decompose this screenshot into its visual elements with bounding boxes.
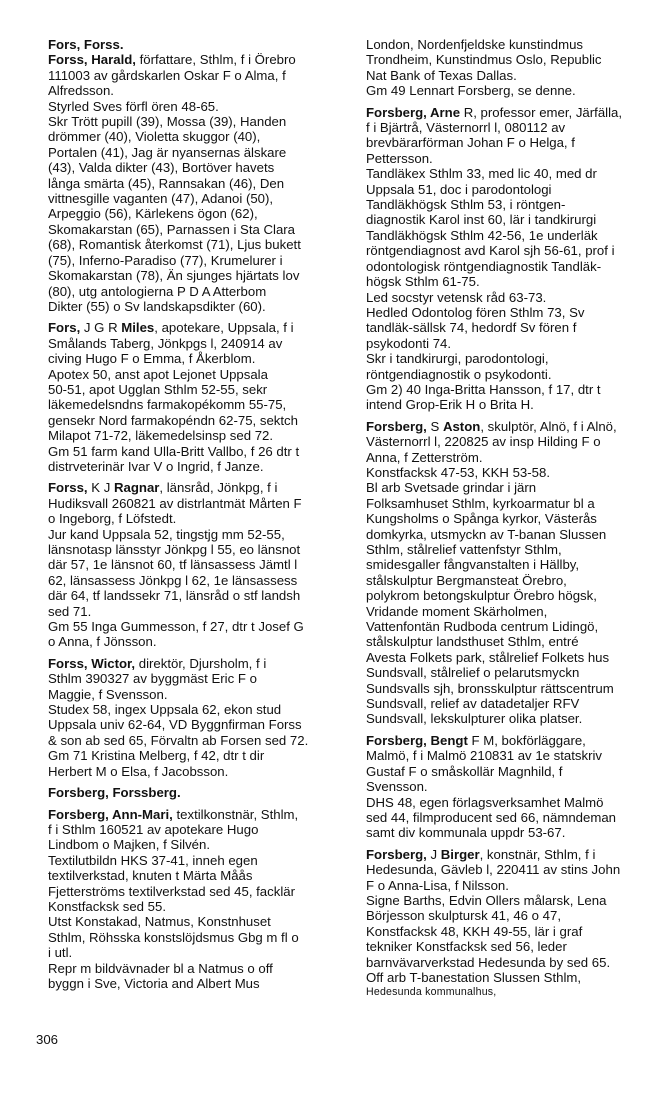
entry-name: Forsberg, <box>366 418 427 434</box>
entry-line <box>48 914 344 929</box>
entry-forsberg-bengt <box>366 733 666 841</box>
entry-text: 111003 av gårdskarlen Oskar F o Alma, f <box>48 67 286 83</box>
entry-line <box>48 945 344 960</box>
entry-text: Gm 55 Inga Gummesson, f 27, dtr t Josef G <box>48 619 304 635</box>
entry-text: smidesgaller fångvanstalten i Hällby, <box>366 557 580 573</box>
entry-text: Skomakarstan (65), Parnassen i Sta Clara <box>48 221 296 237</box>
entry-text: Bl arb Svetsade grindar i järn <box>366 480 537 496</box>
entry-text: länsnotasp länsstyr Jönkpg l 55, eo länsnot <box>48 542 301 557</box>
entry-text: Sundsvall, relief av datadetaljer RFV <box>366 696 580 712</box>
entry-text: stålskulptur landsthuset Sthlm, entré <box>366 634 579 650</box>
entry-line <box>366 665 666 680</box>
entry-text: Nat Bank of Texas Dallas. <box>366 67 517 83</box>
entry-line <box>48 222 344 237</box>
entry-line <box>366 650 666 665</box>
entry-text: Sthlm 390327 av byggmäst Eric F o <box>48 671 257 687</box>
entry-line <box>48 822 344 837</box>
entry-text: textilkonstnär, Sthlm, <box>172 806 299 822</box>
entry-text: direktör, Djursholm, f i <box>135 655 267 671</box>
entry-text: Maggie, f Svensson. <box>48 686 168 702</box>
entry-line <box>366 748 666 763</box>
entry-text: polykrom betongskulptur Örebro högsk, <box>366 588 597 604</box>
entry-body <box>48 496 344 650</box>
entry-text: Led socstyr vetensk råd 63-73. <box>366 289 547 305</box>
entry-line <box>48 428 344 443</box>
entry-line <box>366 496 666 511</box>
entry-line <box>48 191 344 206</box>
entry-text: DHS 48, egen förlagsverksamhet Malmö <box>366 794 604 810</box>
entry-fors-miles <box>48 320 344 474</box>
entry-text: Uppsala 51, doc i parodontologi <box>366 181 552 197</box>
entry-text: Västernorrl l, 220825 av insp Hilding F o <box>366 434 601 450</box>
entry-text: Gm 51 farm kand Ulla-Britt Vallbo, f 26 dtr t <box>48 443 300 459</box>
entry-text: psykodonti 74. <box>366 335 452 351</box>
entry-text: F M, bokförläggare, <box>467 732 586 748</box>
entry-text: Gm 71 Kristina Melberg, f 42, dtr t dir <box>48 748 265 764</box>
entry-line <box>366 619 666 634</box>
entry-text: Lindbom o Majken, f Silvén. <box>48 837 210 853</box>
entry-text: Studex 58, ingex Uppsala 62, ekon stud <box>48 702 282 718</box>
entry-line <box>48 733 344 748</box>
entry-text: Herbert M o Elsa, f Jacobsson. <box>48 763 229 779</box>
entry-text: där 64, tf landssekr 71, länsråd o stf landsh <box>48 588 301 604</box>
entry-line <box>366 970 666 985</box>
entry-line <box>48 837 344 852</box>
entry-line <box>48 511 344 526</box>
entry-line <box>48 496 344 511</box>
entry-text: Repr m bildvävnader bl a Natmus o off <box>48 960 273 976</box>
entry-line <box>48 160 344 175</box>
entry-line <box>366 197 666 212</box>
entry-line <box>366 434 666 449</box>
entry-text: Trondheim, Kunstindmus Oslo, Republic <box>366 52 602 68</box>
entry-line <box>366 711 666 726</box>
entry-body <box>366 434 666 727</box>
entry-text: Anna, f Zetterström. <box>366 449 483 465</box>
entry-line <box>366 634 666 649</box>
entry-text: brevbärarförman Johan F o Helga, f <box>366 135 575 151</box>
entry-text: Hedesunda, Gävleb l, 220411 av stins John <box>366 862 621 878</box>
entry-line <box>48 961 344 976</box>
entry-text: Hedled Odontolog fören Sthlm 73, Sv <box>366 304 585 320</box>
entry-text: Uppsala univ 62-64, VD Byggnfirman Forss <box>48 717 302 733</box>
entry-text: intend Grop-Erik H o Brita H. <box>366 397 534 413</box>
entry-text: Tandläkex Sthlm 33, med lic 40, med dr <box>366 166 597 182</box>
entry-text: Smålands Taberg, Jönkpgs l, 240914 av <box>48 335 283 351</box>
entry-line <box>366 228 666 243</box>
entry-text: Tandläkhögsk Sthlm 53, i röntgen- <box>366 197 566 213</box>
entry-text: Vattenfontän Rudboda centrum Lidingö, <box>366 619 599 635</box>
entry-text: Textilutbildn HKS 37-41, inneh egen <box>48 852 258 868</box>
entry-name: Forsberg, Ann-Mari, <box>48 806 173 822</box>
entry-line <box>366 37 666 52</box>
entry-name: Forsberg, Arne <box>366 104 461 120</box>
entry-line <box>366 212 666 227</box>
entry-text: Avesta Folkets park, stålrelief Folkets hus <box>366 649 610 665</box>
entry-line <box>366 825 666 840</box>
entry-text: Svensson. <box>366 779 428 795</box>
entry-line <box>366 696 666 711</box>
entry-line <box>48 459 344 474</box>
entry-text: , konstnär, Sthlm, f i <box>479 846 596 862</box>
entry-line <box>48 99 344 114</box>
entry-line <box>366 908 666 923</box>
entry-text: Gm 2) 40 Inga-Britta Hansson, f 17, dtr t <box>366 381 601 397</box>
entry-line <box>366 795 666 810</box>
entry-line <box>366 924 666 939</box>
entry-text: distrveterinär Ivar V o Ingrid, f Janze. <box>48 458 264 474</box>
entry-line <box>366 542 666 557</box>
entry-text: Sthlm, Röhsska konstslöjdsmus Gbg m fl o <box>48 929 299 945</box>
entry-text: Milapot 71-72, läkemedelsinsp sed 72. <box>48 428 274 444</box>
entry-line <box>366 397 666 412</box>
entry-name-bold: Birger <box>440 846 480 862</box>
entry-text: högsk Sthlm 61-75. <box>366 274 480 290</box>
entry-text: 50-51, apot Ugglan Sthlm 52-55, sekr <box>48 381 268 397</box>
entry-text: Malmö, f i Malmö 210831 av 1e statskriv <box>366 748 603 764</box>
entry-text: f i Sthlm 160521 av apotekare Hugo <box>48 821 259 837</box>
entry-text: Apotex 50, anst apot Lejonet Uppsala <box>48 366 268 382</box>
entry-text: (68), Romantisk återkomst (71), Ljus bukett <box>48 237 301 253</box>
entry-line <box>48 52 344 67</box>
entry-line <box>366 764 666 779</box>
entry-text: Konstfacksk sed 55. <box>48 898 167 914</box>
entry-line <box>48 899 344 914</box>
entry-line <box>48 702 344 717</box>
entry-line <box>48 206 344 221</box>
entry-name-bold: Miles <box>121 320 155 336</box>
entry-line <box>48 671 344 686</box>
entry-line <box>48 619 344 634</box>
entry-text: , skulptör, Alnö, f i Alnö, <box>480 418 617 434</box>
entry-line <box>366 527 666 542</box>
entry-body <box>366 862 666 985</box>
entry-text: Gm 49 Lennart Forsberg, se denne. <box>366 83 576 99</box>
entry-line <box>366 573 666 588</box>
entry-text: (43), Valda dikter (43), Bortöver havets <box>48 160 275 176</box>
section-heading-fors: Fors, Forss. <box>48 37 124 52</box>
entry-forss-ragnar <box>48 480 344 649</box>
entry-line <box>366 274 666 289</box>
entry-line <box>48 299 344 314</box>
entry-text: f i Bjärtrå, Västernorrl l, 080112 av <box>366 120 566 136</box>
entry-text: Tandläkhögsk Sthlm 42-56, 1e underläk <box>366 227 598 243</box>
entry-line <box>366 83 666 98</box>
entry-line <box>48 527 344 542</box>
entry-line <box>48 268 344 283</box>
entry-text: 62, länsassess Jönkpg l 62, 1e länsassess <box>48 572 298 588</box>
entry-text: Sundsvalls sjh, bronsskulptur rättscentrum <box>366 680 614 696</box>
entry-text: & son ab sed 65, Förvaltn ab Forsen sed 72. <box>48 732 309 748</box>
entry-line <box>366 419 666 434</box>
entry-body <box>48 336 344 475</box>
entry-line <box>366 511 666 526</box>
entry-text: Hudiksvall 260821 av distrlantmät Mårten F <box>48 495 302 511</box>
entry-line <box>48 351 344 366</box>
section-heading-forsberg: Forsberg, Forssberg. <box>48 785 181 801</box>
trailing-line: Hedesunda kommunalhus, <box>366 986 497 999</box>
entry-forsberg-birger <box>366 847 666 1001</box>
entry-name: Forsberg, Bengt <box>366 732 468 748</box>
entry-text: författare, Sthlm, f i Örebro <box>135 52 296 68</box>
entry-text: Skomakarstan (78), Än sjunges hjärtats lov <box>48 268 300 284</box>
entry-forss-wictor <box>48 656 344 779</box>
entry-text: Gustaf F o småskollär Magnhild, f <box>366 763 563 779</box>
entry-line <box>48 807 344 822</box>
entry-name: Fors, <box>48 320 81 336</box>
entry-text: där 57, 1e länsnot 60, tf länsassess Jämtl l <box>48 557 298 573</box>
entry-line <box>366 135 666 150</box>
entry-name: Forss, <box>48 480 88 496</box>
entry-continuation-ann-mari <box>366 37 666 99</box>
entry-line <box>366 305 666 320</box>
entry-line <box>48 884 344 899</box>
entry-text: J <box>426 846 441 862</box>
entry-text: långa smärta (45), Rannsakan (46), Den <box>48 175 285 191</box>
entry-line <box>48 68 344 83</box>
entry-text: Börjesson skulptursk 41, 46 o 47, <box>366 908 561 924</box>
entry-text: , länsråd, Jönkpg, f i <box>159 480 278 496</box>
entry-text: Dikter (55) o Sv landskapsdikter (60). <box>48 298 266 314</box>
entry-text: röntgendiagnostik o psykodonti. <box>366 366 552 382</box>
entry-text: drömmer (40), Violetta skuggor (40), <box>48 129 261 145</box>
entry-text: Konstfacksk 48, KKH 49-55, lär i graf <box>366 923 583 939</box>
entry-line <box>48 748 344 763</box>
entry-text: Skr Trött pupill (39), Mossa (39), Handen <box>48 114 287 130</box>
entry-line <box>366 862 666 877</box>
entry-line <box>366 893 666 908</box>
entry-text: barnvävarverkstad Hedesunda by sed 65. <box>366 954 611 970</box>
entry-line <box>48 320 344 335</box>
entry-text: byggn i Sve, Victoria and Albert Mus <box>48 975 260 991</box>
entry-line <box>366 465 666 480</box>
entry-line <box>48 573 344 588</box>
entry-text: i utl. <box>48 945 73 961</box>
entry-line <box>366 259 666 274</box>
entry-line <box>366 105 666 120</box>
entry-line <box>48 764 344 779</box>
entry-line <box>48 687 344 702</box>
entry-line <box>48 129 344 144</box>
entry-text: gensekr Nord farmakopéndn 62-75, sektch <box>48 412 298 428</box>
entry-line <box>48 367 344 382</box>
entry-text: civing Hugo F o Emma, f Åkerblom. <box>48 351 256 367</box>
entry-line <box>366 243 666 258</box>
entry-text: Arpeggio (56), Kärlekens ögon (62), <box>48 206 258 222</box>
entry-line <box>366 52 666 67</box>
entry-line <box>366 182 666 197</box>
entry-forss-harald <box>48 52 344 314</box>
entry-text: Signe Barths, Edvin Ollers målarsk, Lena <box>366 892 607 908</box>
entry-line <box>366 367 666 382</box>
entry-text: J G R <box>80 320 122 336</box>
entry-line <box>366 604 666 619</box>
entry-line <box>366 733 666 748</box>
entry-text: o Ingeborg, f Löfstedt. <box>48 511 177 527</box>
entry-line <box>48 145 344 160</box>
entry-text: stålskulptur Bergmansteat Örebro, <box>366 572 567 588</box>
entry-text: samt div kommunala uppdr 53-67. <box>366 825 566 841</box>
entry-line <box>366 351 666 366</box>
entry-line <box>48 382 344 397</box>
entry-name: Forsberg, <box>366 846 427 862</box>
entry-text: Sundsvall, stålrelief o pelarutsmyckn <box>366 665 580 681</box>
entry-line <box>48 284 344 299</box>
entry-line <box>366 68 666 83</box>
entry-line <box>48 237 344 252</box>
entry-line <box>366 588 666 603</box>
entry-text: , apotekare, Uppsala, f i <box>154 320 294 336</box>
entry-line <box>48 253 344 268</box>
entry-line <box>48 176 344 191</box>
entry-line <box>366 557 666 572</box>
entry-text: Portalen (41), Jag är nyansernas älskare <box>48 144 287 160</box>
entry-line <box>48 976 344 991</box>
entry-line <box>48 413 344 428</box>
entry-text: London, Nordenfjeldske kunstindmus <box>366 37 583 52</box>
entry-line <box>366 939 666 954</box>
entry-line <box>48 114 344 129</box>
entry-forsberg-ann-mari <box>48 807 344 992</box>
entry-text: domkyrka, utsmyckn av T-banan Slussen <box>366 526 607 542</box>
entry-line <box>366 450 666 465</box>
entry-text: F o Anna-Lisa, f Nilsson. <box>366 877 509 893</box>
entry-line <box>366 955 666 970</box>
entry-name-bold: Aston <box>442 418 481 434</box>
entry-line <box>48 542 344 557</box>
entry-text: (75), Inferno-Paradiso (77), Krumelurer i <box>48 252 283 268</box>
entry-line <box>366 290 666 305</box>
entry-line <box>48 604 344 619</box>
entry-line <box>366 151 666 166</box>
entry-line <box>48 336 344 351</box>
entry-text: Sthlm, stålrelief vattenfstyr Sthlm, <box>366 542 562 557</box>
entry-text: S <box>426 418 443 434</box>
entry-name: Forss, Wictor, <box>48 655 136 671</box>
entry-text: Utst Konstakad, Natmus, Konstnhuset <box>48 914 271 930</box>
entry-line <box>48 656 344 671</box>
entry-line <box>366 166 666 181</box>
entry-line <box>366 847 666 862</box>
entry-text: diagnostik Karol inst 60, lär i tandkirurgi <box>366 212 597 228</box>
entry-line <box>366 382 666 397</box>
entry-name: Forss, Harald, <box>48 52 136 68</box>
entry-line <box>366 779 666 794</box>
entry-forsberg-aston <box>366 419 666 727</box>
entry-text: Folksamhuset Sthlm, kyrkoarmatur bl a <box>366 495 595 511</box>
entry-line <box>48 717 344 732</box>
entry-line <box>48 444 344 459</box>
entry-line <box>366 878 666 893</box>
entry-line <box>48 397 344 412</box>
entry-text: sed 71. <box>48 603 92 619</box>
entry-text: odontologisk röntgendiagnostik Tandläk- <box>366 258 602 274</box>
entry-text: Sundsvall, lekskulpturer olika platser. <box>366 711 583 727</box>
entry-text: Pettersson. <box>366 150 433 166</box>
entry-line <box>48 634 344 649</box>
entry-text: textilverkstad, knuten t Märta Måås <box>48 868 253 884</box>
entry-text: Fjetterströms textilverkstad sed 45, facklär <box>48 883 295 899</box>
entry-line <box>366 120 666 135</box>
entry-line <box>366 681 666 696</box>
entry-text: vittnesgille vaganten (47), Adanoi (50), <box>48 191 274 207</box>
entry-text: (80), utg antologierna P D A Atterbom <box>48 283 267 299</box>
entry-text: läkemedelsndns farmakopékomm 55-75, <box>48 397 287 413</box>
entry-text: Jur kand Uppsala 52, tingstjg mm 52-55, <box>48 526 285 542</box>
entry-line <box>48 853 344 868</box>
entry-text: Kungsholms o Spånga kyrkor, Västerås <box>366 511 597 527</box>
entry-line <box>48 868 344 883</box>
entry-text: Skr i tandkirurgi, parodontologi, <box>366 351 549 367</box>
right-column <box>366 37 666 1001</box>
entry-line <box>48 588 344 603</box>
left-column <box>48 37 344 997</box>
entry-text: Alfredsson. <box>48 83 114 99</box>
entry-line <box>366 336 666 351</box>
entry-line <box>48 557 344 572</box>
entry-text: K J <box>87 480 114 496</box>
entry-text: röntgendiagnost avd Karol sjh 56-61, prof i <box>366 243 615 259</box>
entry-line <box>366 480 666 495</box>
entry-text: sed 44, filmproducent sed 66, nämndeman <box>366 809 616 825</box>
entry-text: tandläk-sällsk 74, hedordf Sv fören f <box>366 320 577 336</box>
entry-text: Konstfacksk 47-53, KKH 53-58. <box>366 464 550 480</box>
entry-line <box>366 810 666 825</box>
entry-line <box>48 480 344 495</box>
entry-text: Styrled Sves förfl ören 48-65. <box>48 98 219 114</box>
page-number: 306 <box>36 1032 59 1047</box>
entry-name-bold: Ragnar <box>113 480 160 496</box>
entry-forsberg-arne <box>366 105 666 413</box>
entry-line <box>48 930 344 945</box>
entry-line <box>48 83 344 98</box>
entry-text: Vridande moment Skärholmen, <box>366 603 548 619</box>
entry-text: tekniker Konstfacksk sed 56, leder <box>366 939 567 955</box>
entry-line <box>366 320 666 335</box>
entry-text: R, professor emer, Järfälla, <box>460 104 623 120</box>
entry-text: Off arb T-banestation Slussen Sthlm, <box>366 969 582 985</box>
entry-text: o Anna, f Jönsson. <box>48 634 157 650</box>
